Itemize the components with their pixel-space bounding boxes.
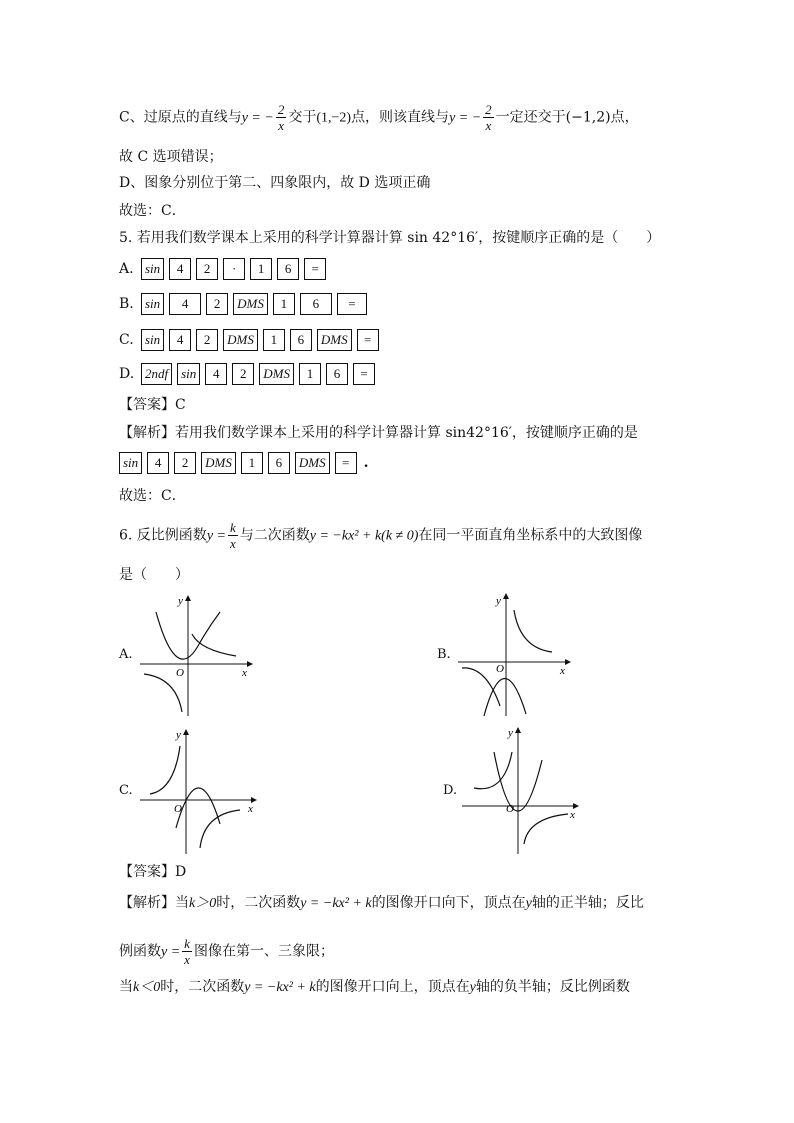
x-axis-label: x <box>242 667 247 679</box>
graph-d-label: D. <box>443 783 458 798</box>
question-6: 6. 反比例函数y = $\frac{k}{x}$ 与二次函数y = −kx² + k(k ≠ 0)在同一平面直角坐标系中的大致图像 <box>119 520 643 551</box>
graph-a-label: A. <box>119 647 133 662</box>
key: 2 <box>232 363 254 385</box>
answer-6: 【答案】D <box>119 864 187 880</box>
key: DMS <box>259 363 294 385</box>
choose-text-2: 故选：C． <box>119 488 186 504</box>
key: = <box>353 363 375 385</box>
question-6-line2: 是（ ） <box>119 567 189 583</box>
analysis-6-line2: 例函数y = $\frac{k}{x}$ 图像在第一、三象限； <box>119 936 334 967</box>
graph-c-label: C. <box>119 783 133 798</box>
q5-option-b: B. sin 4 2 DMS 1 6 = <box>119 291 372 317</box>
key: = <box>304 258 326 280</box>
analysis-6-line1: 【解析】当k＞0时，二次函数y = −kx² + k的图像开口向下，顶点在y轴的正半轴；反比 <box>119 895 644 911</box>
origin-label: O <box>496 663 504 675</box>
origin-label: O <box>176 667 184 679</box>
key: 6 <box>326 363 348 385</box>
analysis-5-keys: sin 4 2 DMS 1 6 DMS = . <box>119 450 368 476</box>
analysis-5: 【解析】若用我们数学课本上采用的科学计算器计算 sin42°16′，按键顺序正确的是 <box>119 425 638 441</box>
y-axis-label: y <box>496 595 501 607</box>
key: DMS <box>233 293 268 315</box>
fraction: $\frac{2}{x}$ <box>485 102 492 133</box>
key: 1 <box>299 363 321 385</box>
d-correct-text: D、图象分别位于第二、四象限内，故 D 选项正确 <box>119 175 431 191</box>
key: 6 <box>277 258 299 280</box>
key: 2 <box>174 452 196 474</box>
key: sin <box>141 329 164 351</box>
key: DMS <box>223 329 258 351</box>
key: 6 <box>290 329 312 351</box>
option-c-explanation: C、过原点的直线与y = − $\frac{2}{x}$ 交于(1,−2)点，则该直线与y = − $\frac{2}{x}$ 一定还交于(−1,2)点， <box>119 102 639 133</box>
graph-a <box>138 594 258 718</box>
key: 2 <box>206 293 228 315</box>
answer-5: 【答案】C <box>119 397 186 413</box>
fraction: $\frac{k}{x}$ <box>184 936 190 967</box>
q5-option-a: A. sin 4 2 · 1 6 = <box>119 256 331 282</box>
key: 1 <box>241 452 263 474</box>
key: DMS <box>295 452 330 474</box>
graph-b-label: B. <box>437 647 451 662</box>
key: 2ndf <box>141 363 172 385</box>
key: · <box>223 258 245 280</box>
key: 2 <box>196 258 218 280</box>
fraction: $\frac{2}{x}$ <box>277 102 285 133</box>
key: sin <box>141 258 164 280</box>
x-axis-label: x <box>248 803 253 815</box>
fraction: $\frac{k}{x}$ <box>229 520 236 551</box>
y-axis-label: y <box>176 729 181 741</box>
x-axis-label: x <box>570 809 575 821</box>
key: = <box>357 329 379 351</box>
q5-option-d: D. 2ndf sin 4 2 DMS 1 6 = <box>119 361 380 387</box>
question-5: 5. 若用我们数学课本上采用的科学计算器计算 sin 42°16′，按键顺序正确的是（ ） <box>119 230 661 246</box>
x-axis-label: x <box>560 665 565 677</box>
q5-option-c: C. sin 4 2 DMS 1 6 DMS = <box>119 327 384 353</box>
key: DMS <box>201 452 236 474</box>
key: = <box>335 452 357 474</box>
key: 2 <box>196 329 218 351</box>
analysis-6-line3: 当k＜0时，二次函数y = −kx² + k的图像开口向上，顶点在y轴的负半轴；反比例函数 <box>119 979 630 995</box>
key: = <box>337 293 367 315</box>
key: 1 <box>250 258 272 280</box>
key: 6 <box>300 293 332 315</box>
y-axis-label: y <box>508 727 513 739</box>
key: 6 <box>268 452 290 474</box>
key: 4 <box>169 293 201 315</box>
c-wrong-text: 故 C 选项错误； <box>119 149 223 165</box>
key: sin <box>177 363 200 385</box>
origin-label: O <box>506 803 514 815</box>
graph-d <box>460 726 584 856</box>
key: 1 <box>273 293 295 315</box>
key: 1 <box>263 329 285 351</box>
key: 4 <box>205 363 227 385</box>
key: 4 <box>147 452 169 474</box>
graph-b <box>456 592 576 718</box>
key: DMS <box>317 329 352 351</box>
key: 4 <box>169 329 191 351</box>
graph-c <box>138 728 262 856</box>
key: sin <box>119 452 142 474</box>
origin-label: O <box>174 803 182 815</box>
y-axis-label: y <box>178 595 183 607</box>
choose-text-1: 故选：C． <box>119 203 186 219</box>
key: 4 <box>169 258 191 280</box>
key: sin <box>141 293 164 315</box>
